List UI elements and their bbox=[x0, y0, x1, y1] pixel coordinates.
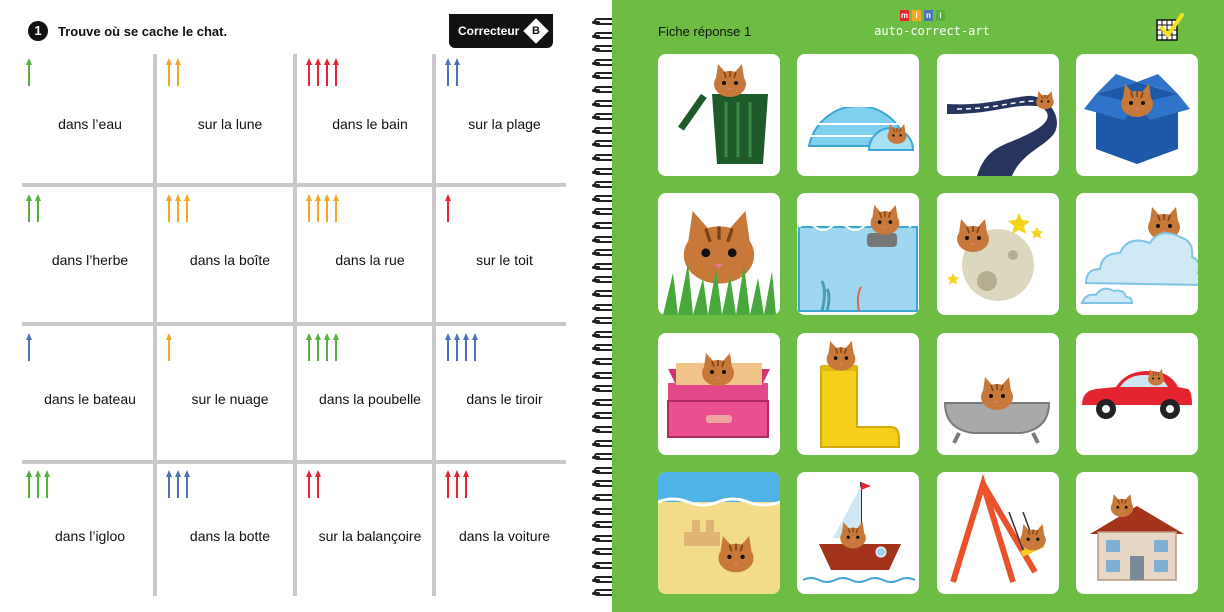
cell-label: dans la poubelle bbox=[319, 391, 421, 407]
up-arrow-icon bbox=[26, 58, 32, 86]
car-cat-icon bbox=[1076, 333, 1198, 455]
water-cat-icon bbox=[797, 193, 919, 315]
up-arrow-icon bbox=[445, 58, 451, 86]
label-cell bbox=[437, 327, 567, 457]
correcteur-label: Correcteur bbox=[458, 24, 520, 38]
color-code-arrows bbox=[166, 194, 190, 224]
up-arrow-icon bbox=[333, 333, 339, 361]
label-cell bbox=[18, 52, 148, 182]
color-code-arrows bbox=[445, 333, 478, 363]
up-arrow-icon bbox=[306, 333, 312, 361]
bathtub-cat-icon bbox=[937, 333, 1059, 455]
up-arrow-icon bbox=[306, 470, 312, 498]
up-arrow-icon bbox=[35, 194, 41, 222]
cell-label: dans la rue bbox=[335, 252, 405, 268]
up-arrow-icon bbox=[445, 333, 451, 361]
up-arrow-icon bbox=[44, 470, 50, 498]
road-cat-icon bbox=[937, 54, 1059, 176]
label-cell bbox=[158, 52, 288, 182]
label-cell bbox=[298, 464, 428, 594]
color-code-arrows bbox=[445, 194, 451, 224]
color-code-arrows bbox=[445, 58, 460, 88]
cell-label: dans la voiture bbox=[458, 528, 551, 544]
color-code-arrows bbox=[26, 470, 50, 500]
color-code-arrows bbox=[166, 470, 190, 500]
color-code-arrows bbox=[306, 58, 339, 88]
house-roof-cat-icon bbox=[1076, 472, 1198, 594]
logo-letter-block: i bbox=[912, 10, 921, 21]
up-arrow-icon bbox=[445, 470, 451, 498]
up-arrow-icon bbox=[445, 194, 451, 222]
color-code-arrows bbox=[306, 333, 339, 363]
label-cell bbox=[18, 464, 148, 594]
correcteur-badge bbox=[523, 18, 548, 43]
up-arrow-icon bbox=[324, 194, 330, 222]
up-arrow-icon bbox=[454, 470, 460, 498]
up-arrow-icon bbox=[26, 470, 32, 498]
up-arrow-icon bbox=[324, 58, 330, 86]
up-arrow-icon bbox=[166, 333, 172, 361]
up-arrow-icon bbox=[333, 194, 339, 222]
cell-label: sur le nuage bbox=[191, 391, 269, 407]
swing-cat-icon bbox=[937, 472, 1059, 594]
up-arrow-icon bbox=[463, 333, 469, 361]
up-arrow-icon bbox=[166, 194, 172, 222]
boot-cat-icon bbox=[797, 333, 919, 455]
trash-can-cat-icon bbox=[658, 54, 780, 176]
cell-label: dans la boîte bbox=[189, 252, 271, 268]
up-arrow-icon bbox=[315, 470, 321, 498]
drawer-cat-icon bbox=[658, 333, 780, 455]
label-cell bbox=[18, 327, 148, 457]
cell-label: sur la lune bbox=[197, 116, 263, 132]
up-arrow-icon bbox=[166, 58, 172, 86]
correcteur-badge-letter: B bbox=[532, 25, 540, 37]
grid-divider-horizontal bbox=[22, 322, 566, 326]
up-arrow-icon bbox=[26, 333, 32, 361]
color-code-arrows bbox=[306, 470, 321, 500]
cell-label: sur la balançoire bbox=[318, 528, 422, 544]
cell-label: dans le bain bbox=[332, 116, 408, 132]
beach-cat-icon bbox=[658, 472, 780, 594]
up-arrow-icon bbox=[324, 333, 330, 361]
color-code-arrows bbox=[26, 333, 32, 363]
logo-letter-block: i bbox=[936, 10, 945, 21]
color-code-arrows bbox=[445, 470, 469, 500]
label-cell bbox=[298, 327, 428, 457]
cell-label: dans l’eau bbox=[58, 116, 122, 132]
cell-label: dans l’herbe bbox=[51, 252, 129, 268]
answer-sheet-page bbox=[612, 0, 1224, 612]
color-code-arrows bbox=[306, 194, 339, 224]
color-code-arrows bbox=[26, 194, 41, 224]
igloo-cat-icon bbox=[797, 54, 919, 176]
color-code-arrows bbox=[26, 58, 32, 88]
up-arrow-icon bbox=[315, 58, 321, 86]
logo-letter-blocks bbox=[900, 10, 945, 21]
moon-cat-icon bbox=[937, 193, 1059, 315]
boat-cat-icon bbox=[797, 472, 919, 594]
exercise-page bbox=[0, 0, 590, 612]
up-arrow-icon bbox=[184, 194, 190, 222]
cell-label: sur la plage bbox=[468, 116, 541, 132]
cell-label: dans la botte bbox=[189, 528, 271, 544]
cloud-cat-icon bbox=[1076, 193, 1198, 315]
question-text: Trouve où se cache le chat. bbox=[58, 24, 228, 39]
up-arrow-icon bbox=[35, 470, 41, 498]
checkmark-grid-icon bbox=[1154, 12, 1184, 42]
grass-cat-icon bbox=[658, 193, 780, 315]
label-cell bbox=[298, 52, 428, 182]
label-cell bbox=[158, 327, 288, 457]
color-code-arrows bbox=[166, 333, 172, 363]
up-arrow-icon bbox=[315, 333, 321, 361]
correcteur-tab[interactable] bbox=[449, 14, 553, 48]
cell-label: dans l’igloo bbox=[54, 528, 126, 544]
up-arrow-icon bbox=[166, 470, 172, 498]
cell-label: dans le bateau bbox=[44, 391, 136, 407]
box-cat-icon bbox=[1076, 54, 1198, 176]
up-arrow-icon bbox=[315, 194, 321, 222]
logo-letter-block: m bbox=[900, 11, 909, 20]
mini-logo bbox=[872, 10, 992, 42]
label-cell bbox=[437, 188, 567, 318]
up-arrow-icon bbox=[26, 194, 32, 222]
up-arrow-icon bbox=[175, 58, 181, 86]
up-arrow-icon bbox=[175, 470, 181, 498]
question-number: 1 bbox=[28, 21, 48, 41]
logo-letter-block: n bbox=[924, 10, 933, 21]
cell-label: dans le tiroir bbox=[466, 391, 543, 407]
up-arrow-icon bbox=[454, 58, 460, 86]
label-cell bbox=[158, 188, 288, 318]
up-arrow-icon bbox=[472, 333, 478, 361]
cell-label: sur le toit bbox=[476, 252, 533, 268]
label-cell bbox=[18, 188, 148, 318]
label-cell bbox=[158, 464, 288, 594]
answer-sheet-title: Fiche réponse 1 bbox=[658, 24, 752, 39]
up-arrow-icon bbox=[306, 58, 312, 86]
up-arrow-icon bbox=[454, 333, 460, 361]
label-cell bbox=[437, 464, 567, 594]
logo-text: auto-correct-art bbox=[874, 24, 990, 38]
up-arrow-icon bbox=[306, 194, 312, 222]
up-arrow-icon bbox=[184, 470, 190, 498]
label-cell bbox=[437, 52, 567, 182]
label-cell bbox=[298, 188, 428, 318]
grid-divider-horizontal bbox=[22, 183, 566, 187]
color-code-arrows bbox=[166, 58, 181, 88]
up-arrow-icon bbox=[175, 194, 181, 222]
up-arrow-icon bbox=[463, 470, 469, 498]
up-arrow-icon bbox=[333, 58, 339, 86]
